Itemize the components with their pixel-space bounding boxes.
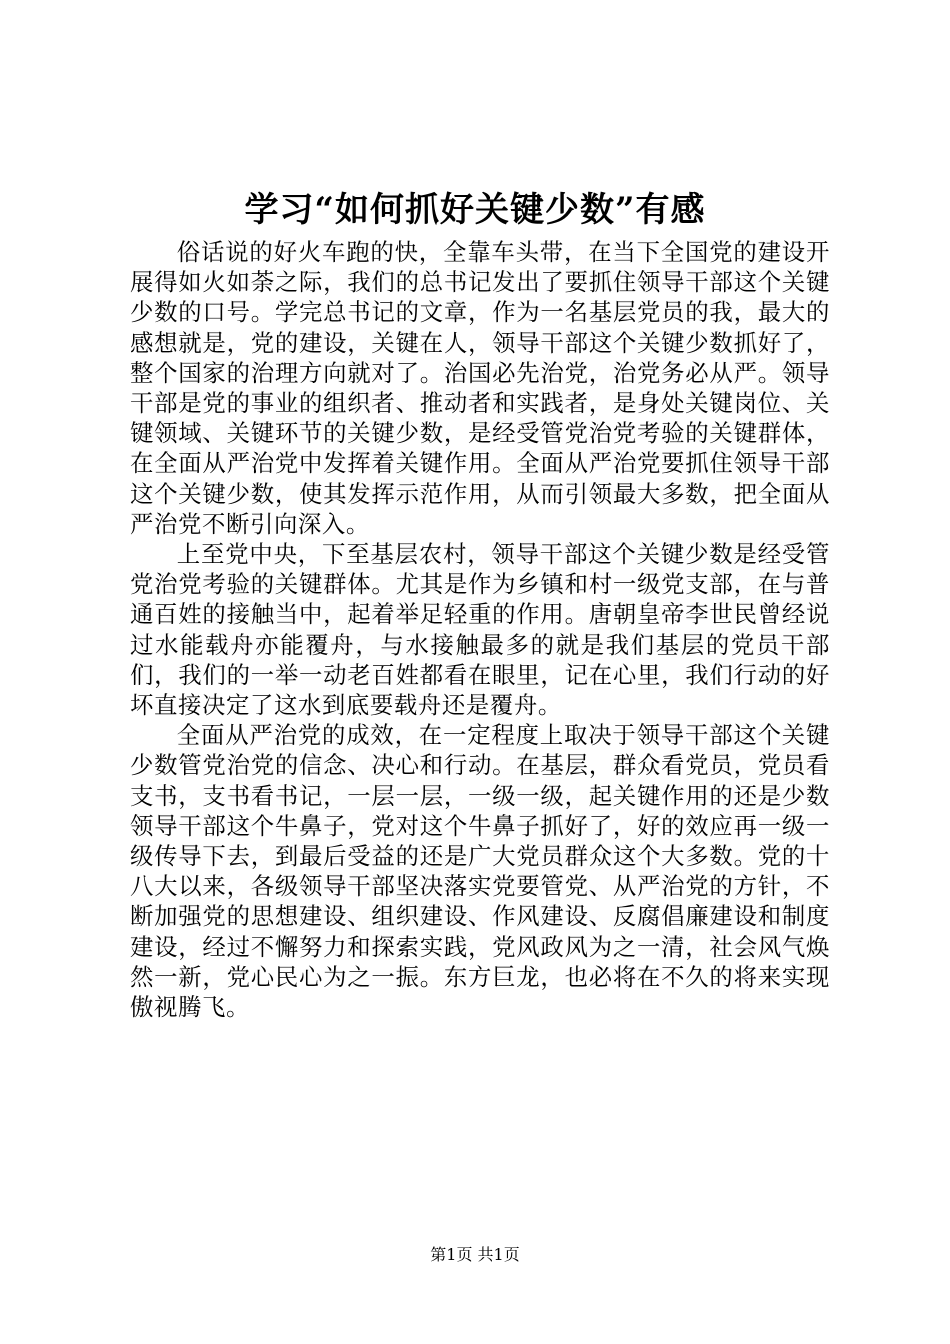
paragraph-2: 上至党中央，下至基层农村，领导干部这个关键少数是经受管党治党考验的关键群体。尤其是作为乡镇和村一级党支部，在与普通百姓的接触当中，起着举足轻重的作用。唐朝皇帝李世民曾经说过水能载舟亦能覆舟，与水接触最多的就是我们基层的党员干部们，我们的一举一动老百姓都看在眼里，记在心里，我们行动的好坏直接决定了这水到底要载舟还是覆舟。 [130,540,830,720]
page-number-footer: 第1页 共1页 [430,1245,520,1264]
document-body [130,237,830,1022]
document-title: 学习“如何抓好关键少数”有感 [244,190,706,230]
paragraph-1: 俗话说的好火车跑的快，全靠车头带，在当下全国党的建设开展得如火如荼之际，我们的总书记发出了要抓住领导干部这个关键少数的口号。学完总书记的文章，作为一名基层党员的我，最大的感想就是，党的建设，关键在人，领导干部这个关键少数抓好了，整个国家的治理方向就对了。治国必先治党，治党务必从严。领导干部是党的事业的组织者、推动者和实践者，是身处关键岗位、关键领域、关键环节的关键少数，是经受管党治党考验的关键群体，在全面从严治党中发挥着关键作用。全面从严治党要抓住领导干部这个关键少数，使其发挥示范作用，从而引领最大多数，把全面从严治党不断引向深入。 [130,238,830,538]
paragraph-3: 全面从严治党的成效，在一定程度上取决于领导干部这个关键少数管党治党的信念、决心和行动。在基层，群众看党员，党员看支书，支书看书记，一层一层，一级一级，起关键作用的还是少数领导干部这个牛鼻子，党对这个牛鼻子抓好了，好的效应再一级一级传导下去，到最后受益的还是广大党员群众这个大多数。党的十八大以来，各级领导干部坚决落实党要管党、从严治党的方针，不断加强党的思想建设、组织建设、作风建设、反腐倡廉建设和制度建设，经过不懈努力和探索实践，党风政风为之一清，社会风气焕然一新，党心民心为之一振。东方巨龙，也必将在不久的将来实现傲视腾飞。 [130,721,830,1022]
